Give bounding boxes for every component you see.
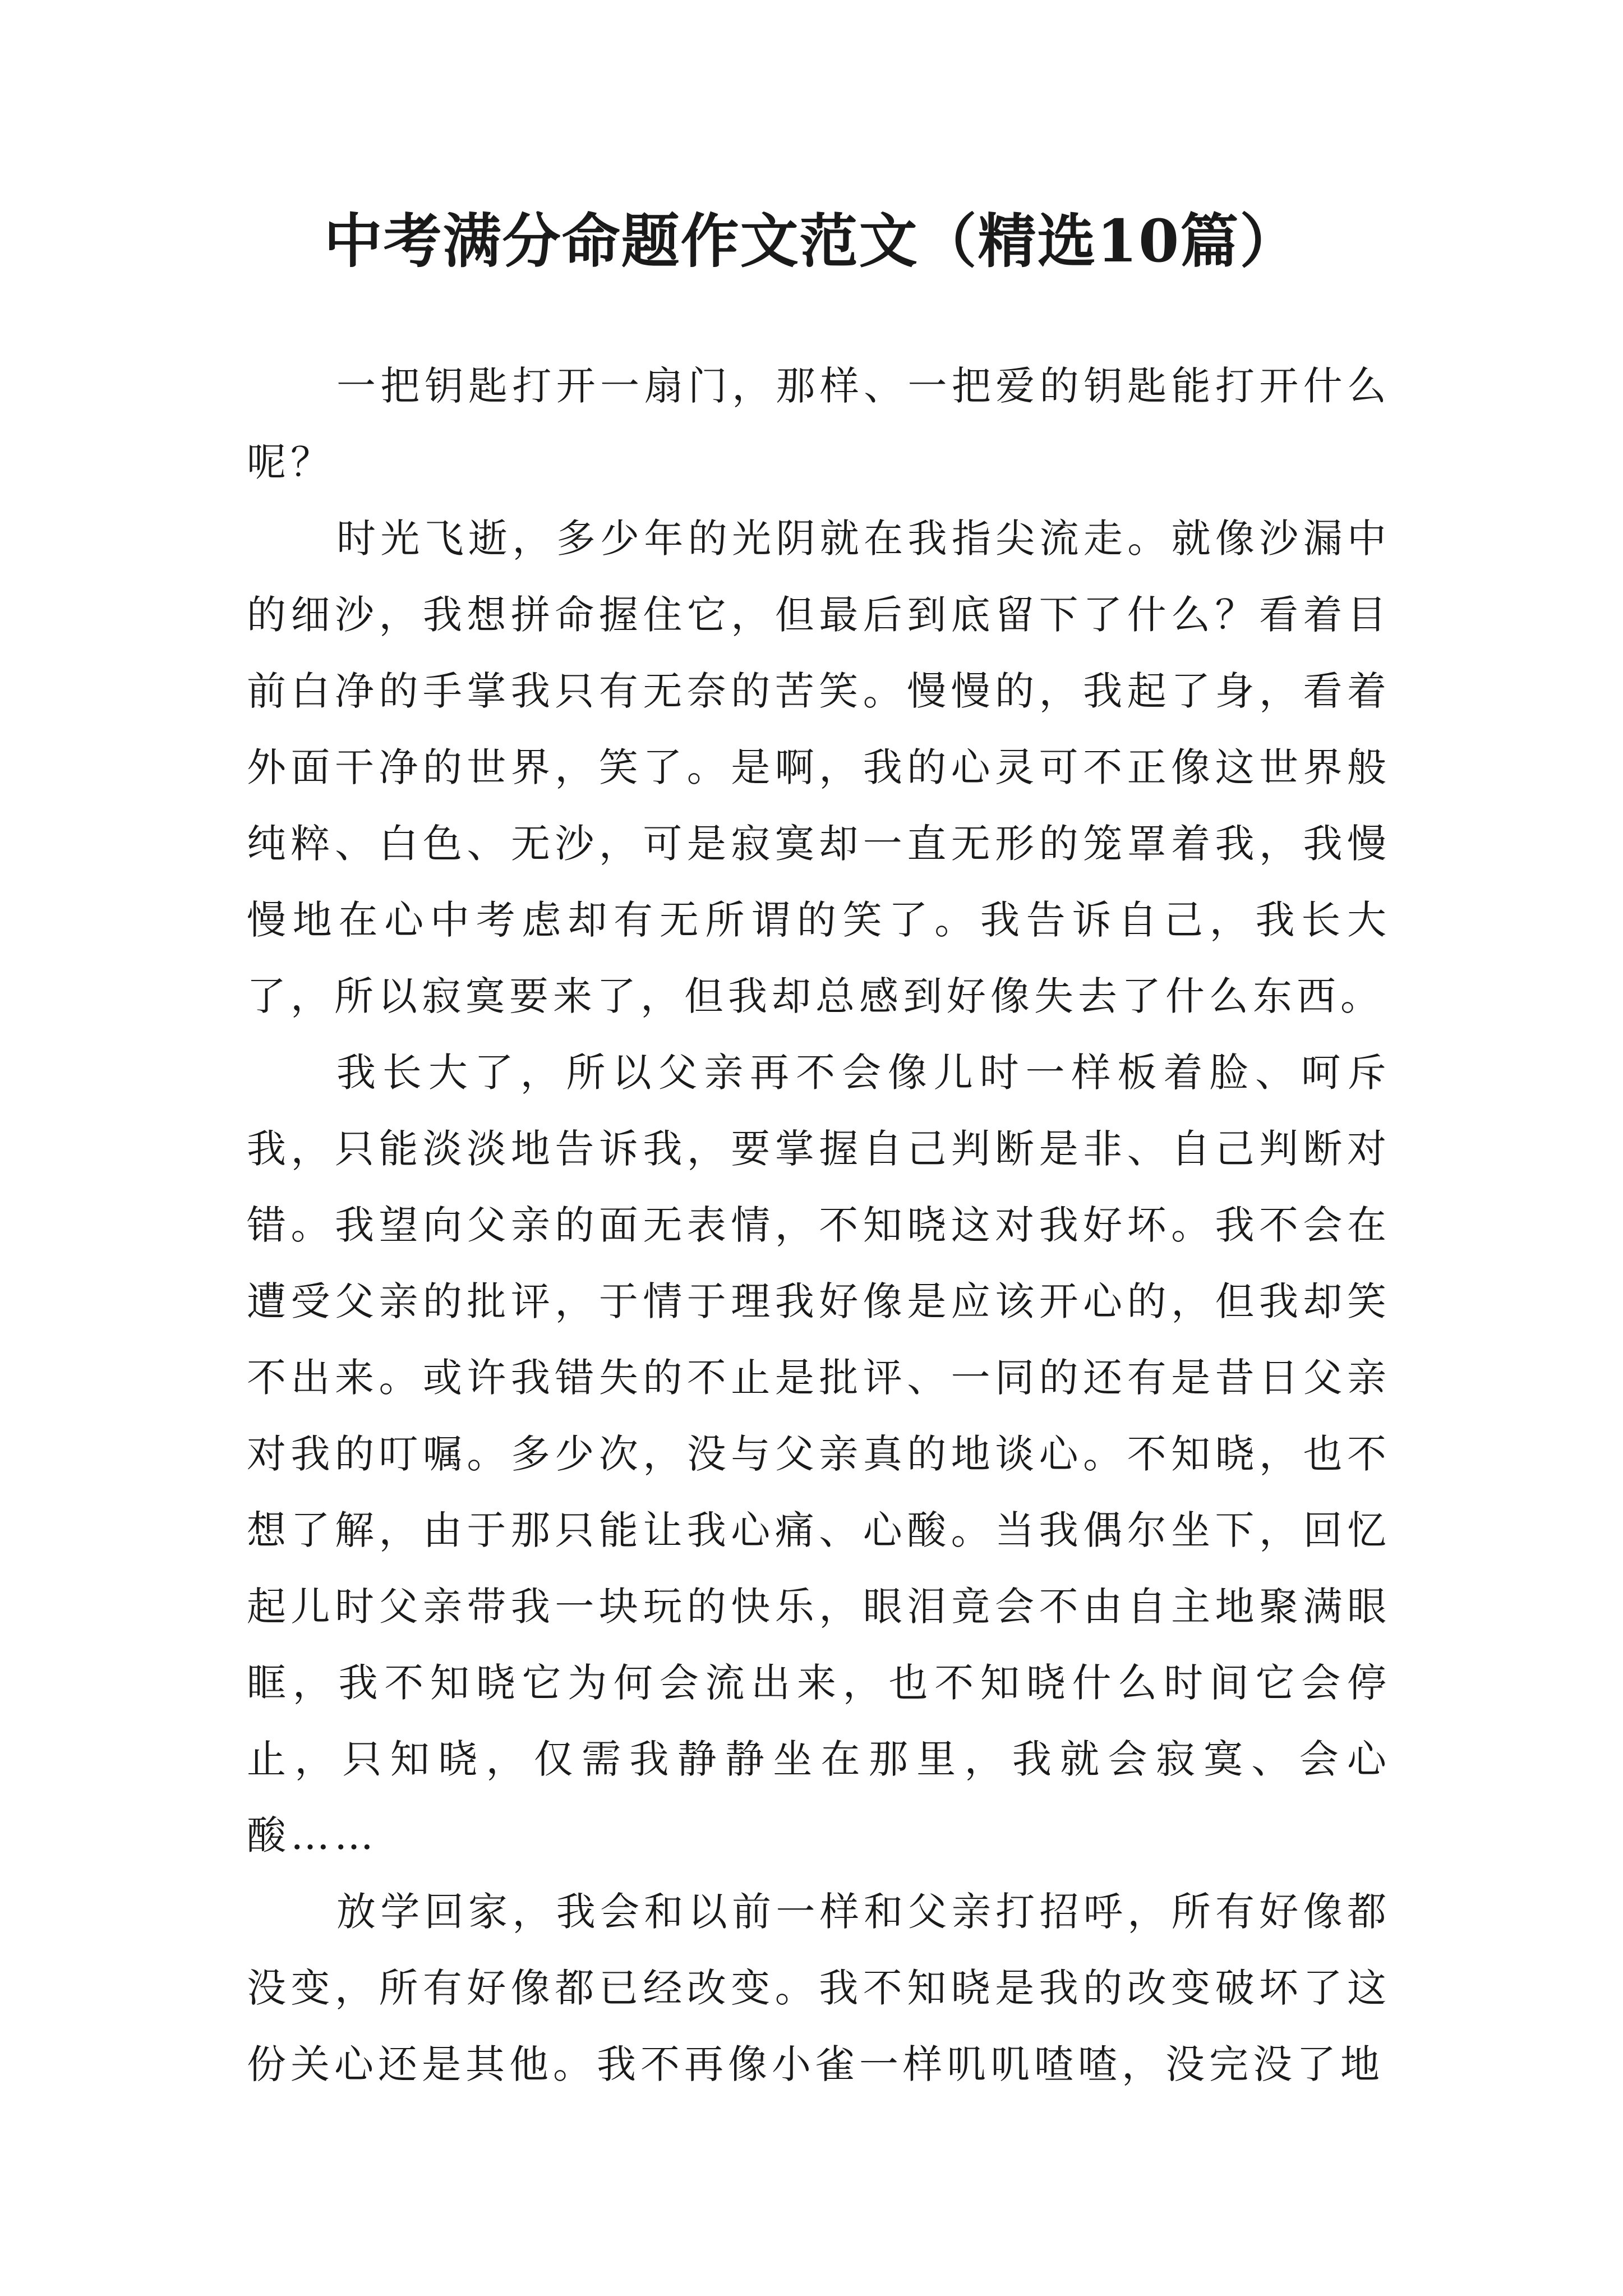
paragraph-3: 我长大了，所以父亲再不会像儿时一样板着脸、呵斥我，只能淡淡地告诉我，要掌握自己判断是非、自己判断对错。我望向父亲的面无表情，不知晓这对我好坏。我不会在遭受父亲的批评，于情于理我好像是应该开心的，但我却笑不出来。或许我错失的不止是批评、一同的还有是昔日父亲对我的叮嘱。多少次，没与父亲真的地谈心。不知晓，也不想了解，由于那只能让我心痛、心酸。当我偶尔坐下，回忆起儿时父亲带我一块玩的快乐，眼泪竟会不由自主地聚满眼眶，我不知晓它为何会流出来，也不知晓什么时间它会停止，只知晓，仅需我静静坐在那里，我就会寂寞、会心酸…… (247, 1050, 1391, 1858)
paragraph-2: 时光飞逝，多少年的光阴就在我指尖流走。就像沙漏中的细沙，我想拼命握住它，但最后到底留下了什么？看着目前白净的手掌我只有无奈的苦笑。慢慢的，我起了身，看着外面干净的世界，笑了。是啊，我的心灵可不正像这世界般纯粹、白色、无沙，可是寂寞却一直无形的笼罩着我，我慢慢地在心中考虑却有无所谓的笑了。我告诉自己，我长大了，所以寂寞要来了，但我却总感到好像失去了什么东西。 (247, 516, 1391, 1019)
document-body (247, 348, 1391, 2102)
paragraph-4: 放学回家，我会和以前一样和父亲打招呼，所有好像都没变，所有好像都已经改变。我不知晓是我的改变破坏了这份关心还是其他。我不再像小雀一样叽叽喳喳，没完没了地 (247, 1889, 1391, 2087)
paragraph-1: 一把钥匙打开一扇门，那样、一把爱的钥匙能打开什么呢？ (247, 363, 1391, 485)
document-title: 中考满分命题作文范文（精选10篇） (324, 206, 1299, 275)
